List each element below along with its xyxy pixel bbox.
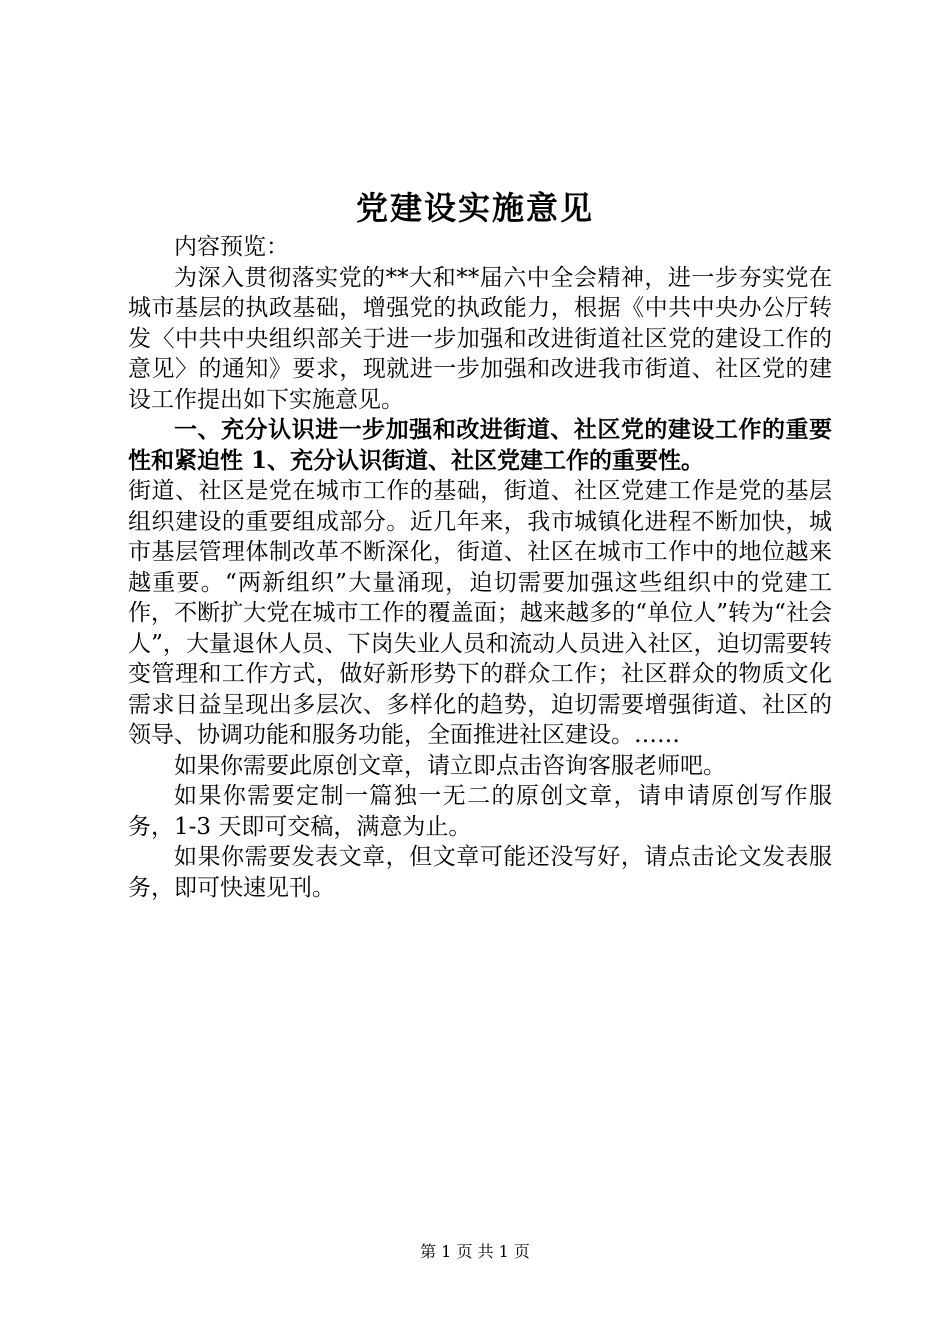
publish-service-paragraph[interactable]: 如果你需要发表文章，但文章可能还没写好，请点击论文发表服务，即可快速见刊。 [128,844,832,901]
page-footer: 第 1 页 共 1 页 [420,1242,530,1261]
custom-writing-paragraph[interactable]: 如果你需要定制一篇独一无二的原创文章，请申请原创写作服务，1-3 天即可交稿，满意为止。 [128,783,832,840]
preview-label: 内容预览： [174,234,289,260]
section-heading: 一、充分认识进一步加强和改进街道、社区党的建设工作的重要性和紧迫性 1、充分认识街道、社区党建工作的重要性。 [128,416,832,474]
intro-paragraph: 为深入贯彻落实党的**大和**届六中全会精神，进一步夯实党在城市基层的执政基础，增强党的执政能力，根据《中共中央办公厅转发〈中共中央组织部关于进一步加强和改进街道社区党的建设工作的意见〉的通知》要求，现就进一步加强和改进我市街道、社区党的建设工作提出如下实施意见。 [128,264,832,413]
consult-link-paragraph[interactable]: 如果你需要此原创文章，请立即点击咨询客服老师吧。 [174,752,726,779]
document-body [128,232,832,903]
body-paragraph: 街道、社区是党在城市工作的基础，街道、社区党建工作是党的基层组织建设的重要组成部分。近几年来，我市城镇化进程不断加快，城市基层管理体制改革不断深化，街道、社区在城市工作中的地位越来越重要。“两新组织”大量涌现，迫切需要加强这些组织中的党建工作，不断扩大党在城市工作的覆盖面；越来越多的“单位人”转为“社会人”，大量退休人员、下岗失业人员和流动人员进入社区，迫切需要转变管理和工作方式，做好新形势下的群众工作；社区群众的物质文化需求日益呈现出多层次、多样化的趋势，迫切需要增强街道、社区的领导、协调功能和服务功能，全面推进社区建设。…… [128,478,832,748]
document-title: 党建设实施意见 [355,189,594,227]
